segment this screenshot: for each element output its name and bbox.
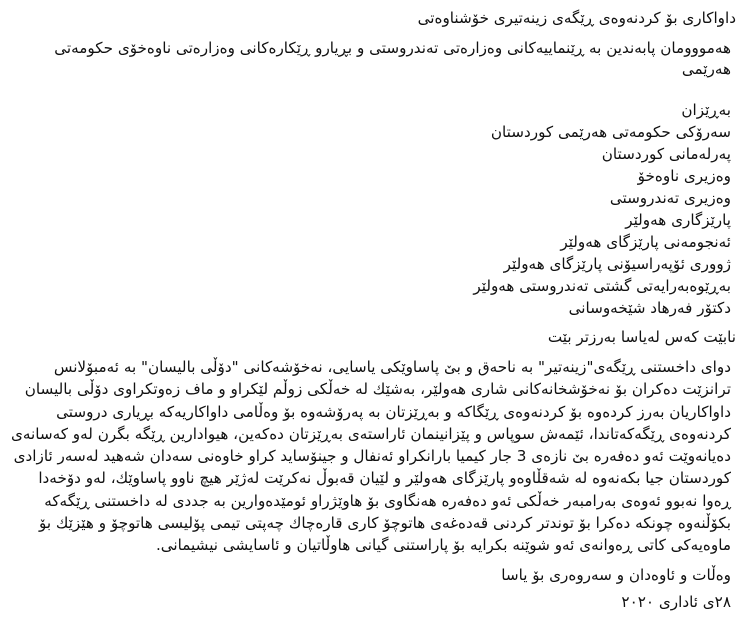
recipient-item: پەرلەمانی كوردستان bbox=[601, 144, 731, 163]
recipient-item: ئەنجومەنی پارێزگای هەولێر bbox=[560, 232, 731, 251]
date-line: ٢٨ی ئاداری ٢٠٢٠ bbox=[621, 593, 731, 612]
recipient-item: بەڕێوەبەرایەتی گشتی تەندروستی هەولێر bbox=[473, 276, 731, 295]
recipient-item: دكتۆر فەرهاد شێخەوسانی bbox=[568, 298, 731, 317]
recipient-item: ژووری ئۆپەراسیۆنی پارێزگای هەولێر bbox=[503, 254, 731, 273]
subject-line: نابێت كەس لەیاسا بەرزتر بێت bbox=[547, 327, 736, 346]
recipients-list bbox=[10, 99, 736, 319]
intro-paragraph: هەمووومان پابەندین بە ڕێنماییەكانی وەزارەتی تەندروستی و بڕیارو ڕێكارەكانی وەزارەتی ناوەخۆی حكومەتی هەرێمی bbox=[54, 38, 731, 78]
recipient-item: سەرۆكی حكومەتی هەرێمی كوردستان bbox=[490, 122, 731, 141]
recipient-item: وەزیری ناوەخۆ bbox=[637, 166, 731, 185]
recipient-item: پارێزگاری هەولێر bbox=[625, 210, 731, 229]
body-paragraph: دوای داخستنی ڕێگەی"زینەتیر" بە ناحەق و بێ پاساوێكی یاسایی، نەخۆشەكانی "دۆڵی بالیسان" بە ئەمبۆلانس ترانزێت دەكران بۆ نەخۆشخانەكانی شاری هەولێر، بەشێك لە خەڵكی زوڵم لێكراو و ماف زەوتكراوی دۆڵی بالیسان داواكاریان بەرز كردەوە بۆ كردنەوەی ڕێگاكە و بەڕێزتان بە پەرۆشەوە بۆ وەڵامی داواكاریەكە بڕیاری دروستی كردنەوەی ڕێگەكەتاندا، ئێمەش سوپاس و پێزانینمان ئاراستەی بەڕێزتان دەكەین، هیوادارین ڕێگە بگرن لەو كەسانەی دەیانەوێت ئەو دەفەرە بێ نازەی 3 جار كیمیا بارانكراو ئەنفال و جینۆساید كراو خاوەنی سەدان شەهید لەسەر ئازادی كوردستان جیا بكەنەوە لە شەقڵاوەو پارێزگای هەولێر و لێیان قەبوڵ نەكرێت لەژێر هیچ ناوو پاساوێك، لەو دۆخەدا ڕەوا نەبوو ئەوەی بەرامبەر خەڵكی ئەو دەفەرە هەنگاوی بۆ هاوێژراو ئومێدەوارین بە جددی لە داخستنی ڕێگەكە بكۆڵنەوە چونكە دەكرا بۆ توندتر كردنی قەدەغەی هاتوچۆ كاری قارەچاك چەپتی تیمی پۆلیسی هاتوچۆ و هێزێك بۆ ماوەیەكی كاتی ڕەوانەی ئەو شوێنە بكرایە بۆ پاراستنی گیانی هاوڵاتیان و ئاسایشی نیشیمانی. bbox=[11, 358, 731, 555]
document-title: داواكاری بۆ كردنەوەی ڕێگەی زینەتیری خۆشناوەتی bbox=[417, 9, 736, 27]
recipient-item: وەزیری تەندروستی bbox=[609, 188, 731, 207]
closing-line: وەڵات و ئاوەدان و سەروەری بۆ یاسا bbox=[501, 565, 731, 584]
recipient-item: بەڕێزان bbox=[681, 100, 731, 119]
